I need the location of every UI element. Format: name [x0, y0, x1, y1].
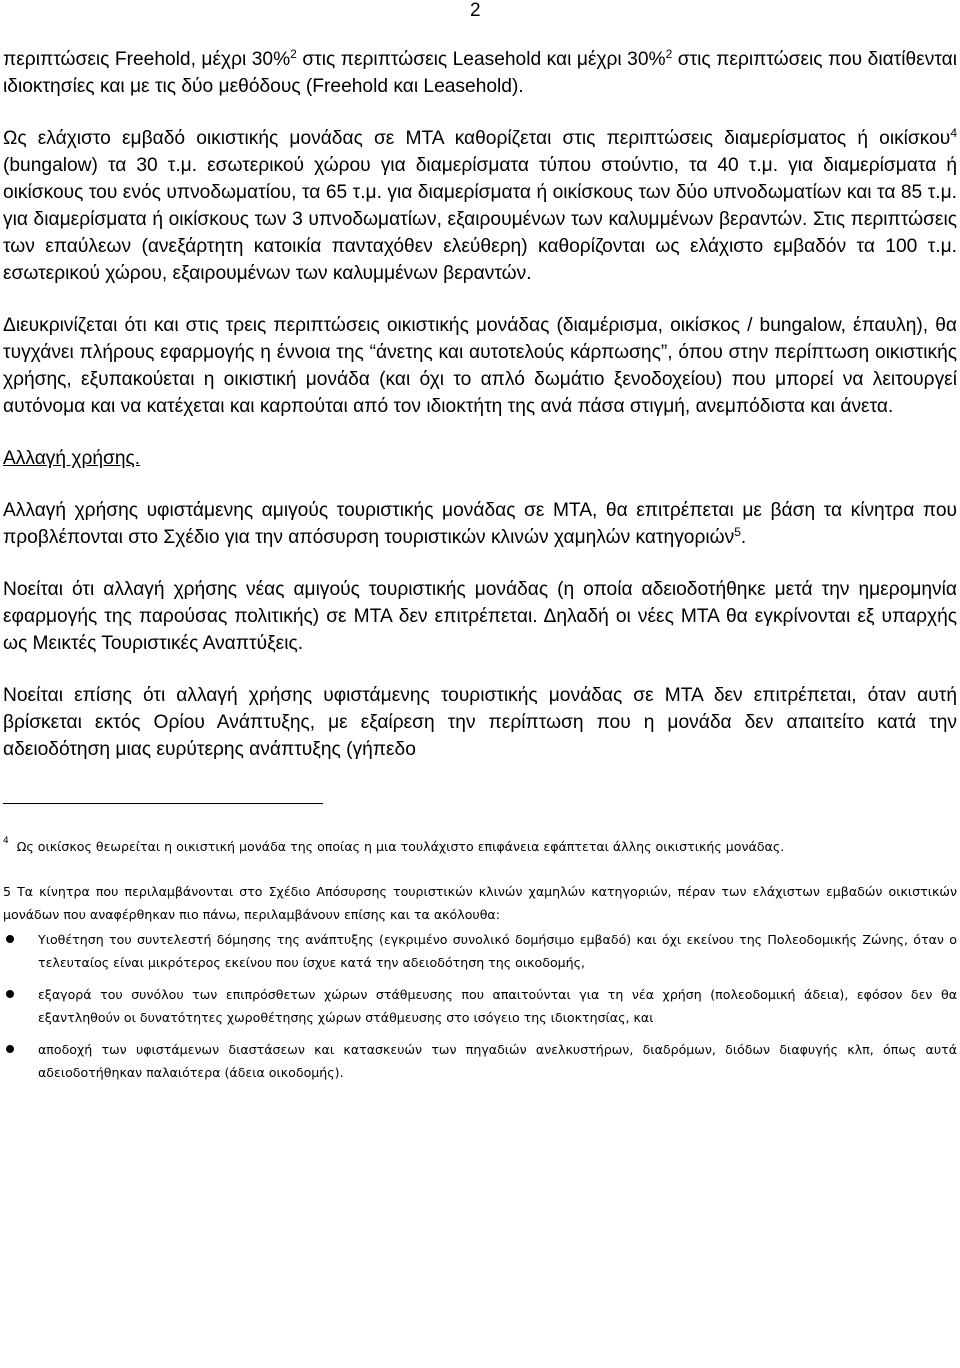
paragraph-new-units: Νοείται ότι αλλαγή χρήσης νέας αμιγούς τουριστικής μονάδας (η οποία αδειοδοτήθηκε μετά την ημερομηνία εφαρμογής της παρούσας πολιτικής) σε ΜΤΑ δεν επιτρέπεται. Δηλαδή οι νέες ΜΤΑ θα εγκρίνονται εξ υπαρχής ως Μεικτές Τουριστικές Αναπτύξεις.: [3, 579, 957, 654]
footnote-ref: 2: [290, 47, 297, 61]
paragraph-clarification: Διευκρινίζεται ότι και στις τρεις περιπτώσεις οικιστικής μονάδας (διαμέρισμα, οικίσκος / bungalow, έπαυλη), θα τυγχάνει πλήρους εφαρμογής η έννοια της “άνετης και αυτοτελούς κάρπωσης”, όπου στην περίπτωση οικιστικής χρήσης, εξυπακούεται η οικιστική μονάδα (και όχι το απλό δωμάτιο ξενοδοχείου) που μπορεί να λειτουργεί αυτόνομα και να κατέχεται και καρπούται από τον ιδιοκτήτη της ανά πάσα στιγμή, ανεμπόδιστα και άνετα.: [3, 315, 957, 417]
paragraph-minimum-area: Ως ελάχιστο εμβαδό οικιστικής μονάδας σε ΜΤΑ καθορίζεται στις περιπτώσεις διαμερίσματος ή οικίσκου$^4$ (bungalow) τα 30 τ.μ. εσωτερικού χώρου για διαμερίσματα τύπου στούντιο, τα 40 τ.μ. για διαμερίσματα ή οικίσκους του ενός υπνοδωματίου, τα 65 τ.μ. για διαμερίσματα ή οικίσκους των δύο υπνοδωματίων και τα 85 τ.μ. για διαμερίσματα ή οικίσκους των 3 υπνοδωματίων, εξαιρουμένων των καλυμμένων βεραντών. Στις περιπτώσεις των επαύλεων (ανεξάρτητη κατοικία πανταχόθεν ελεύθερη) καθορίζονται ως ελάχιστο εμβαδόν τα 100 τ.μ. εσωτερικού χώρου, εξαιρουμένων των καλυμμένων βεραντών.: [3, 126, 957, 284]
paragraph-change-of-use: Αλλαγή χρήσης υφιστάμενης αμιγούς τουριστικής μονάδας σε ΜΤΑ, θα επιτρέπεται με βάση τα κίνητρα που προβλέπονται στο Σχέδιο για την απόσυρση τουριστικών κλινών χαμηλών κατηγοριών$^5$.: [3, 500, 957, 548]
list-item: εξαγορά του συνόλου των επιπρόσθετων χώρων στάθμευσης που απαιτούνται για τη νέα χρήση (πολεοδομική άδεια), εφόσον δεν θα εξαντληθούν οι δυνατότητες χωροθέτησης χώρων στάθμευσης στο ισόγειο της ιδιοκτησίας, και: [3, 983, 957, 1029]
footnote-number: 4: [3, 836, 9, 846]
bullet-icon: [6, 990, 14, 998]
footnote-separator: [3, 803, 323, 804]
list-item: Υιοθέτηση του συντελεστή δόμησης της ανάπτυξης (εγκριμένο συνολικό δομήσιμο εμβαδό) και όχι εκείνου της Πολεοδομικής Ζώνης, όταν ο τελευταίος είναι μικρότερος εκείνου που ίσχυε κατά την αδειοδότηση της οικοδομής,: [3, 928, 957, 974]
footnote-ref: 2: [665, 47, 673, 61]
list-item: αποδοχή των υφιστάμενων διαστάσεων και κατασκευών των πηγαδιών ανελκυστήρων, διαδρόμων, διόδων διαφυγής κλπ, όπως αυτά αδειοδοτήθηκαν παλαιότερα (άδεια οικοδομής).: [3, 1038, 957, 1084]
section-heading-change-of-use: Αλλαγή χρήσης.: [3, 448, 141, 469]
footnote-ref-5: 5: [734, 525, 741, 539]
page-number: 2: [470, 0, 481, 21]
document-body: [3, 46, 957, 1093]
bullet-icon: [6, 935, 14, 943]
footnote-4: $^4$ Ως οικίσκος θεωρείται η οικιστική μονάδα της οποίας η μια τουλάχιστο επιφάνεια εφάπτεται άλλης οικιστικής μονάδας.: [3, 836, 785, 854]
footnote-5-list: [3, 928, 957, 1084]
paragraph-freehold-leasehold: περιπτώσεις Freehold, μέχρι 30%$^2$ στις περιπτώσεις Leasehold και μέχρι 30%$^2$ στις περιπτώσεις που διατίθενται ιδιοκτησίες και με τις δύο μεθόδους (Freehold και Leasehold).: [3, 47, 957, 97]
paragraph-outside-development-limit: Νοείται επίσης ότι αλλαγή χρήσης υφιστάμενης τουριστικής μονάδας σε ΜΤΑ δεν επιτρέπεται, όταν αυτή βρίσκεται εκτός Ορίου Ανάπτυξης, με εξαίρεση την περίπτωση που η μονάδα δεν απαιτείτο κατά την αδειοδότηση μιας ευρύτερης ανάπτυξης (γήπεδο: [3, 685, 957, 760]
footnote-5: 5 Τα κίνητρα που περιλαμβάνονται στο Σχέδιο Απόσυρσης τουριστικών κλινών χαμηλών κατηγοριών, πέραν των ελάχιστων εμβαδών οικιστικών μονάδων που αναφέρθηκαν πιο πάνω, περιλαμβάνουν επίσης και τα ακόλουθα:: [3, 884, 957, 922]
footnote-ref-4: 4: [950, 126, 957, 140]
bullet-icon: [6, 1045, 14, 1053]
